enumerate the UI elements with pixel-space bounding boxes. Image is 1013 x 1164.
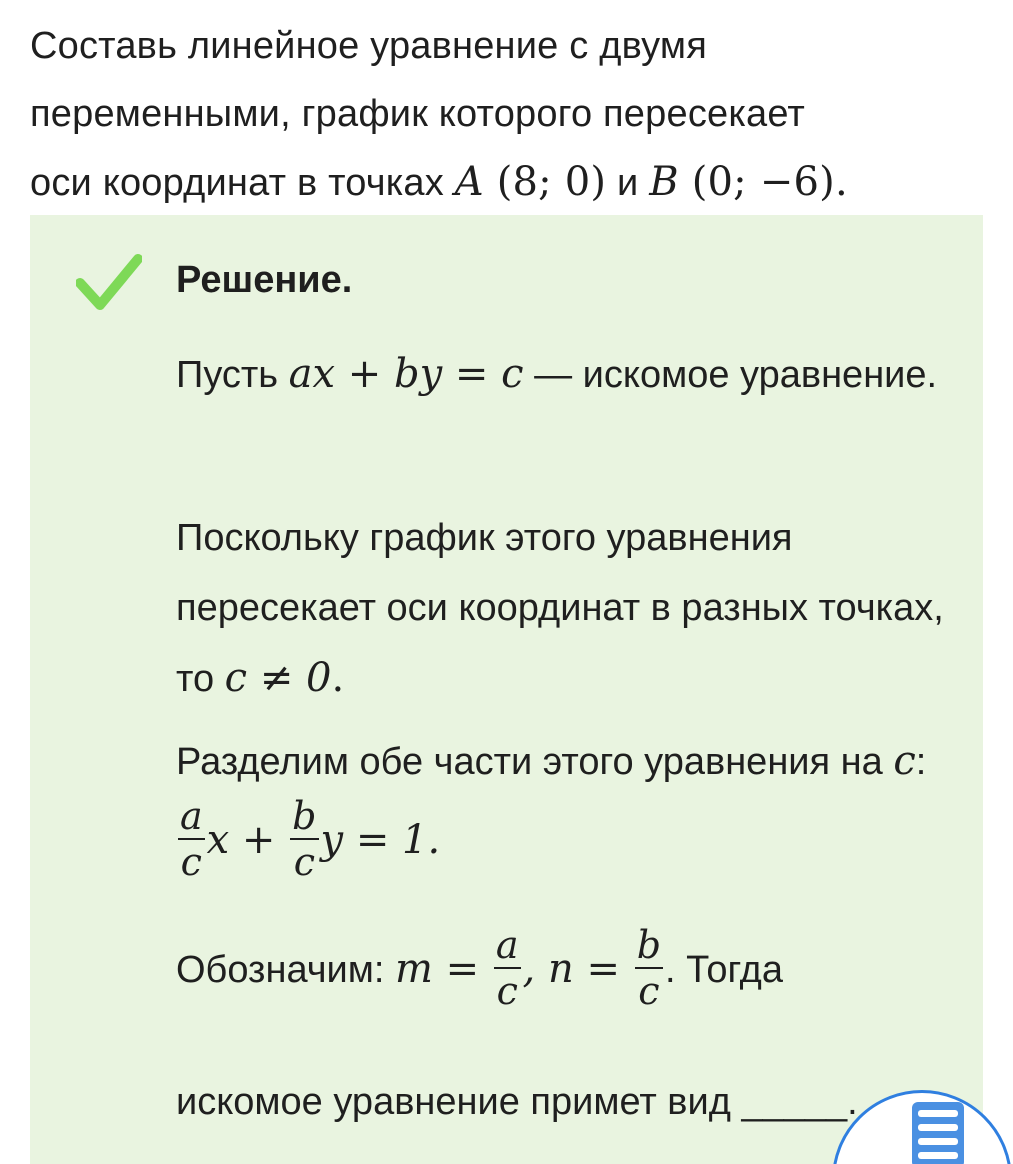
question-line-2: переменными, график которого пересекает <box>30 93 806 135</box>
p4-prefix: Обозначим: <box>176 949 396 992</box>
fraction-m <box>494 923 521 1013</box>
p4-suffix: . Тогда <box>665 949 783 992</box>
fraction-b-over-c <box>290 794 318 884</box>
point-a-label: A <box>454 159 484 205</box>
fraction-numerator: b <box>636 923 662 967</box>
p1-suffix: — искомое уравнение. <box>523 354 938 396</box>
p4-n: n = <box>547 946 633 993</box>
p1-equation: ax + by = c <box>288 351 524 397</box>
p1-prefix: Пусть <box>176 354 289 396</box>
p4-comma: , <box>522 946 548 993</box>
solution-paragraph-4 <box>176 923 966 1017</box>
p3-variable: c <box>893 738 916 784</box>
fraction-numerator: a <box>495 923 519 967</box>
question-end: . <box>834 159 848 205</box>
solution-panel <box>30 215 983 1164</box>
fraction-n <box>635 923 663 1013</box>
fraction-denominator: c <box>293 840 315 884</box>
point-b-coords: (0; −6) <box>678 159 835 205</box>
solution-paragraph-3 <box>176 725 966 888</box>
solution-paragraph-1 <box>176 339 966 410</box>
fraction-denominator: c <box>638 969 660 1013</box>
p2-end: . <box>331 655 345 701</box>
point-a-coords: (8; 0) <box>483 159 607 205</box>
p2-text: Поскольку график этого уравнения пересекает оси координат в разных точках, то <box>176 517 944 700</box>
notes-icon[interactable] <box>898 1098 978 1164</box>
fraction-denominator: c <box>496 969 518 1013</box>
p5-text: искомое уравнение примет вид _____. <box>176 1081 858 1123</box>
p3-end: y = 1. <box>320 817 441 864</box>
check-icon <box>76 253 142 313</box>
p3-colon: : <box>915 741 927 783</box>
p3-middle: x + <box>206 817 289 864</box>
question-text <box>30 12 990 217</box>
p2-condition: c ≠ 0 <box>224 655 332 701</box>
question-line-3-prefix: оси координат в точках <box>30 162 455 204</box>
solution-title: Решение. <box>176 259 353 301</box>
question-line-1: Составь линейное уравнение с двумя <box>30 25 707 67</box>
fraction-numerator: b <box>292 794 317 838</box>
solution-paragraph-5 <box>176 1067 966 1137</box>
fraction-a-over-c <box>178 794 205 884</box>
point-b-label: B <box>649 159 679 205</box>
p3-text: Разделим обе части этого уравнения на <box>176 741 894 783</box>
p4-m: m = <box>395 946 492 993</box>
question-connector: и <box>606 162 650 204</box>
fraction-numerator: a <box>180 794 203 838</box>
fraction-denominator: c <box>180 840 202 884</box>
solution-paragraph-2 <box>176 503 966 714</box>
